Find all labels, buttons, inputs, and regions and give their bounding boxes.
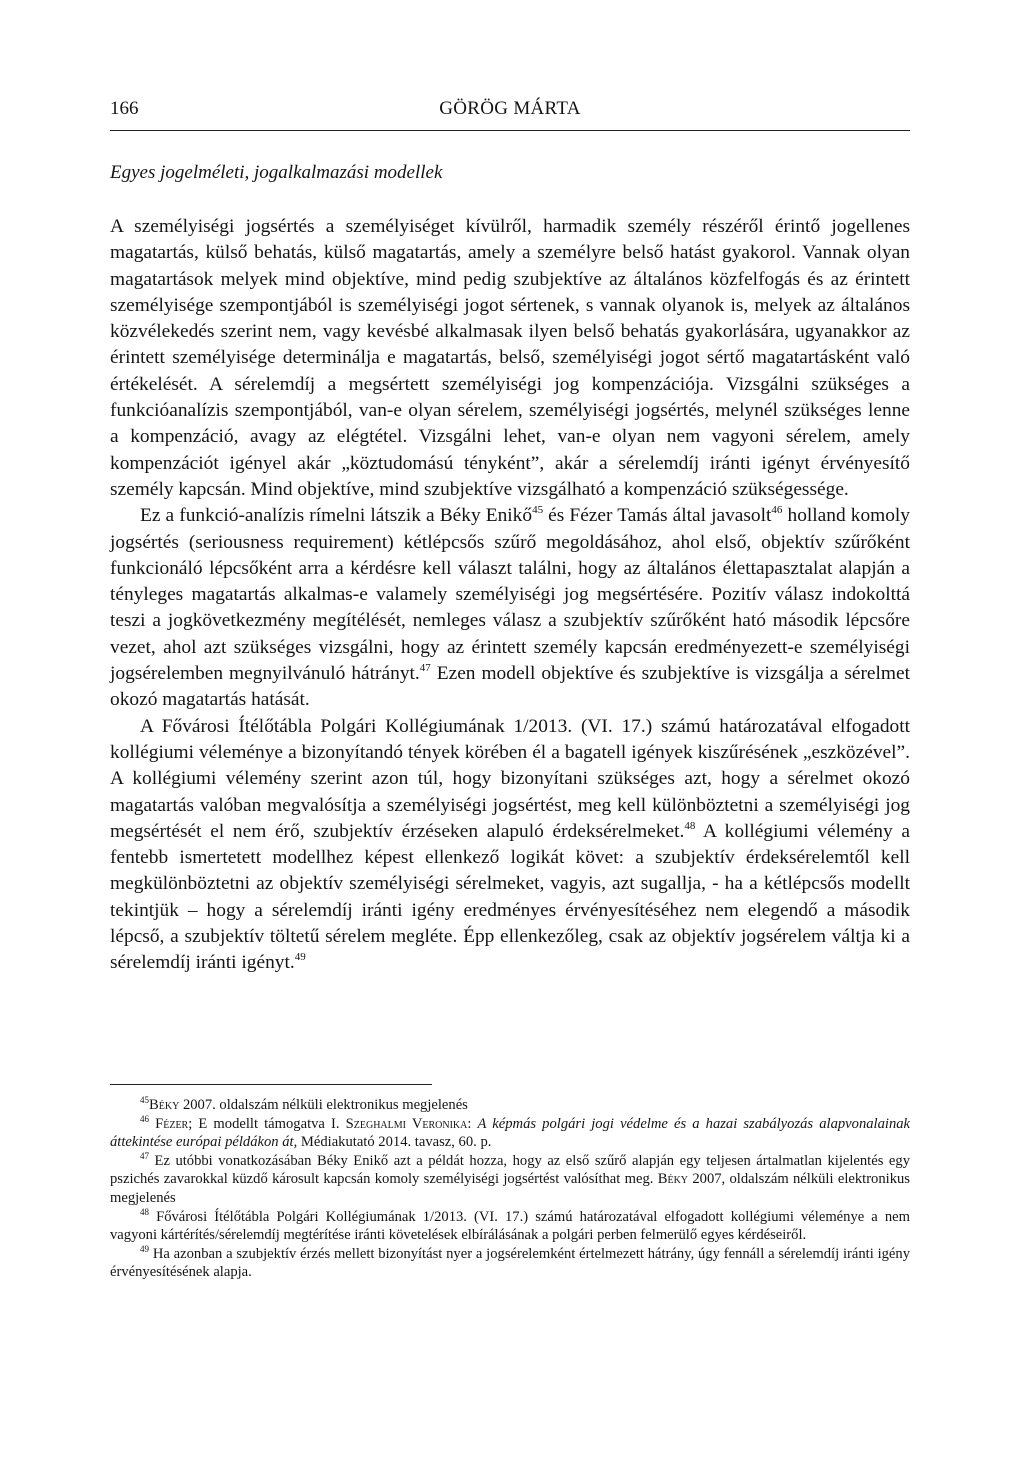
footnote-cited-title: A képmás polgári jogi védelme és a hazai szabályozás alapvonalainak áttekintése európai példákon át, [110,1115,911,1151]
footnote-text: 2007. oldalszám nélküli elektronikus megjelenés [179,1097,468,1113]
footnote-author: Fézer [155,1115,189,1132]
paragraph-2-text: és Fézer Tamás által javasolt [543,505,772,527]
footnote-number: 47 [140,1150,149,1161]
footnote-ref-45[interactable]: 45 [532,504,544,517]
footnote-text: : [467,1115,478,1132]
paragraph-3-text: A Fővárosi Ítélőtábla Polgári Kollégiumának 1/2013. (VI. 17.) számú határozatával elfogadott kollégiumi véleménye a bizonyítandó tények körében él a bagatell igények kiszűrésének „eszközével”. A kollégiumi vélemény szerint azon túl, hogy bizonyítani szükséges azt, hogy a sérelmet okozó magatartás valóban megvalósítja a személyiségi jogsértést, meg kell különböztetni a személyiségi jog megsértését el nem érő, szubjektív érzéseken alapuló érdeksérelmeket. [110,715,910,842]
footnote-45 [110,1096,910,1115]
footnote-author: Béky [657,1171,689,1188]
footnote-ref-49[interactable]: 49 [294,951,306,964]
paragraph-2 [110,503,910,713]
body-text [110,214,910,977]
footnote-number: 46 [140,1113,149,1124]
footnote-text: Médiakutató 2014. tavasz, 60. p. [297,1134,492,1151]
footnote-number: 48 [140,1206,149,1217]
page-header [110,96,910,131]
paragraph-2-text: holland komoly jogsértés (seriousness requirement) kétlépcsős szűrő megoldásához, ahol első, objektív szűrőként funkcionáló lépcsőként arra a kérdésre kell választ találni, hogy az általános élettapasztalat alapján a tényleges magatartás alkalmas-e valamely személyiségi jog megsértésére. Pozitív válasz indokolttá teszi a jogkövetkezmény megítélését, nemleges válasz a szubjektív szűrőként ható második lépcsőre vezet, ahol azt szükséges vizsgálni, hogy az érintett személy kapcsán eredményezett-e személyiségi jogsérelemben megnyilvánuló hátrányt. [110,505,910,685]
paragraph-2-text: Ez a funkció-analízis rímelni látszik a Béky Enikő [140,505,533,527]
footnote-text: Ez utóbbi vonatkozásában Béky Enikő azt a példát hozza, hogy az első szűrő alapján egy teljesen ártalmatlan kijelentés egy pszichés zavarokkal küzdő károsult kapcsán komoly személyiségi jogsértést valósíthat meg. [110,1152,910,1188]
section-title: Egyes jogelméleti, jogalkalmazási modellek [110,162,443,183]
paragraph-2-text: Ezen modell objektíve és szubjektíve is vizsgálja a sérelmet okozó magatartás hatását. [110,663,910,711]
footnote-49 [110,1245,910,1282]
footnote-ref-46[interactable]: 46 [771,504,783,517]
footnote-46 [110,1115,910,1152]
footnote-ref-48[interactable]: 48 [684,819,696,832]
footnote-divider [110,1084,432,1085]
footnote-author: Szeghalmi Veronika [345,1115,468,1132]
footnote-author: Béky [149,1097,180,1113]
footnote-text: 2007, oldalszám nélküli elektronikus megjelenés [110,1171,910,1206]
footnote-number: 45 [140,1095,149,1105]
footnote-ref-47[interactable]: 47 [419,662,431,675]
footnote-text: ; E modellt támogatva I. [188,1115,346,1132]
footnote-text: Ha azonban a szubjektív érzés mellett bizonyítást nyer a jogsérelemként értelmezett hátrány, úgy fennáll a sérelemdíj iránti igény érvényesítésének alapja. [110,1245,910,1281]
paragraph-1: A személyiségi jogsértés a személyiséget kívülről, harmadik személy részéről érintő jogellenes magatartás, külső behatás, külső magatartás, amely a személyre belső hatást gyakorol. Vannak olyan magatartások melyek mind objektíve, mind pedig szubjektíve az általános közfelfogás és az érintett személyisége szempontjából is személyiségi jogot sértenek, s vannak olyanok is, melyek az általános közvélekedés szerint nem, vagy kevésbé alkalmasak ilyen belső behatás gyakorlására, ugyanakkor az érintett személyisége determinálja e magatartás, belső, személyiségi jogot sértő magatartásként való értékelését. A sérelemdíj a megsértett személyiségi jog kompenzációja. Vizsgálni szükséges a funkcióanalízis szempontjából, van-e olyan sérelem, személyiségi jogsértés, melynél szükséges lenne a kompenzáció, avagy az elégtétel. Vizsgálni lehet, van-e olyan nem vagyoni sérelem, amely kompenzációt igényel akár „köztudomású tényként”, akár a sérelemdíj iránti igényt érvényesítő személy kapcsán. Mind objektíve, mind szubjektíve vizsgálható a kompenzáció szükségessége. [110,216,910,500]
page-number: 166 [110,98,139,119]
footnote-47 [110,1152,910,1208]
footnote-text: Fővárosi Ítélőtábla Polgári Kollégiumának 1/2013. (VI. 17.) számú határozatával elfogadott kollégiumi véleménye a nem vagyoni kártérítés/sérelemdíj megtérítése iránti követelések elbírálásának a polgári perben felmerülő egyes kérdéseiről. [110,1208,910,1244]
paragraph-3 [110,714,910,977]
paragraph-3-text: A kollégiumi vélemény a fentebb ismertetett modellhez képest ellenkező logikát követ: a szubjektív érdeksérelemtől kell megkülönböztetni az objektív személyiségi sérelmeket, vagyis, azt sugallja, - ha a kétlépcsős modellt tekintjük – hogy a sérelemdíj iránti igény eredményes érvényesítéséhez nem elegendő a második lépcső, a szubjektív töltetű sérelem megléte. Épp ellenkezőleg, csak az objektív jogsérelem váltja ki a sérelemdíj iránti igényt. [110,820,910,974]
footnote-48 [110,1208,910,1245]
running-head: GÖRÖG MÁRTA [439,98,581,119]
footnote-number: 49 [140,1243,149,1254]
footnotes [110,1096,910,1282]
